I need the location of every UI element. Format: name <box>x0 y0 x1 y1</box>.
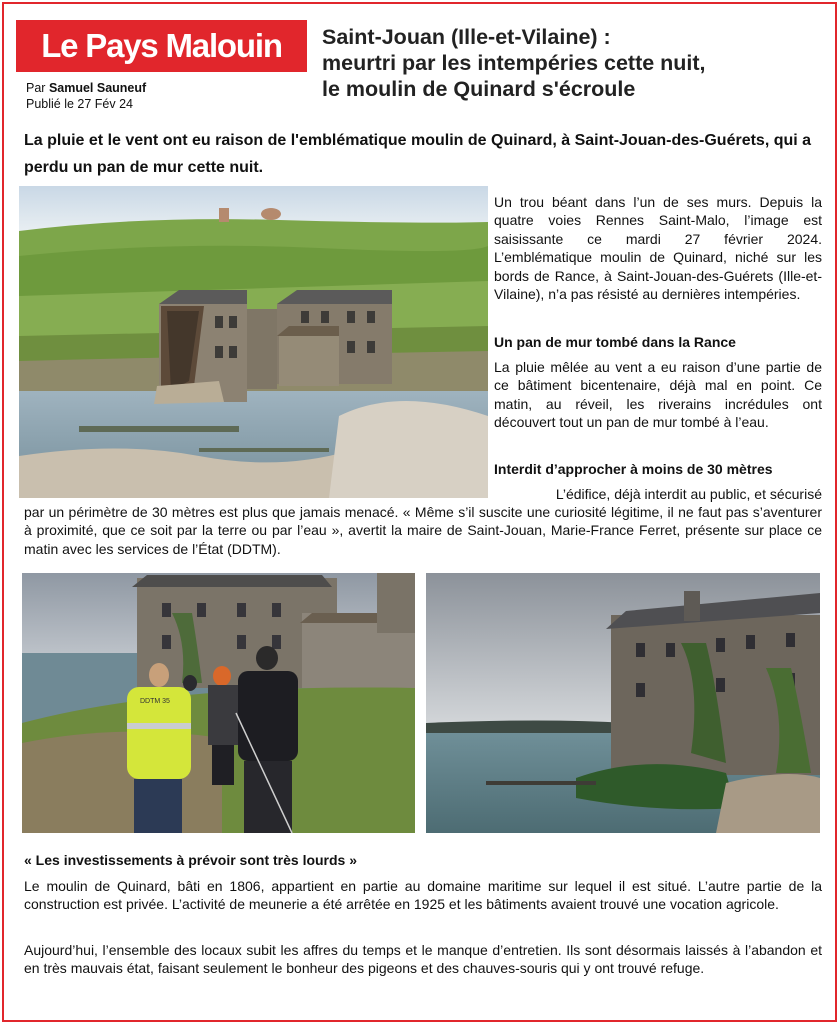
mill-collapse-photo <box>19 186 488 498</box>
headline-line-1: Saint-Jouan (Ille-et-Vilaine) : <box>322 25 611 49</box>
article-paragraph-3-start: L’édifice, déjà interdit au public, et sécurisé <box>555 486 822 502</box>
subheading-wall-fallen: Un pan de mur tombé dans la Rance <box>494 334 736 350</box>
subheading-investments: « Les investissements à prévoir sont très lourds » <box>24 852 358 868</box>
headline-line-3: le moulin de Quinard s'écroule <box>322 77 636 101</box>
vest-label: DDTM 35 <box>140 698 170 705</box>
lede: La pluie et le vent ont eu raison de l'emblématique moulin de Quinard, à Saint-Jouan-des-Guérets, qui a perdu un pan de mur cette nuit. <box>24 132 812 176</box>
byline-author[interactable]: Samuel Sauneuf <box>48 81 147 95</box>
mill-waterside-photo <box>426 573 820 833</box>
article-paragraph-2: La pluie mêlée au vent a eu raison d’une partie de ce bâtiment bicentenaire, déjà mal en point. Ce matin, au réveil, les riverains incrédules ont découvert tout un pan de mur tombé à l’eau. <box>494 359 822 431</box>
article-paragraph-5: Aujourd’hui, l’ensemble des locaux subit les affres du temps et le manque d’entretien. Ils sont désormais laissés à l’abandon et en très mauvais état, faisant seulement le bonheur des pigeons et des chauves-souris qui y ont trouvé refuge. <box>24 942 822 977</box>
headline <box>322 24 822 102</box>
article-paragraph-1: Un trou béant dans l’un de ses murs. Depuis la quatre voies Rennes Saint-Malo, l’image est saisissante ce mardi 27 février 2024. L’emblématique moulin de Quinard, niché sur les bords de Rance, à Saint-Jouan-des-Guérets (Ille-et-Vilaine), n’a pas résisté au dernières intempéries. <box>494 194 822 303</box>
publish-date: Publié le 27 Fév 24 <box>26 97 134 111</box>
byline-prefix: Par <box>26 81 46 95</box>
headline-line-2: meurtri par les intempéries cette nuit, <box>322 51 706 75</box>
subheading-no-approach: Interdit d’approcher à moins de 30 mètres <box>494 461 773 477</box>
officials-on-site-photo <box>22 573 415 833</box>
article-paragraph-4: Le moulin de Quinard, bâti en 1806, appartient en partie au domaine maritime sur lequel il est situé. L’autre partie de la construction est privée. L’activité de meunerie a été arrêtée en 1925 et les bâtiments avaient trouvé une vocation agricole. <box>24 878 822 913</box>
byline <box>26 80 146 112</box>
brand-logo[interactable]: Le Pays Malouin <box>16 20 307 72</box>
article-paragraph-3: par un périmètre de 30 mètres est plus que jamais menacé. « Même s’il suscite une curiosité légitime, il ne faut pas s’aventurer à proximité, que ce soit par la terre ou par l’eau », avertit la maire de Saint-Jouan, Marie-France Ferret, présente sur place ce matin avec les services de l’État (DDTM). <box>24 504 822 557</box>
